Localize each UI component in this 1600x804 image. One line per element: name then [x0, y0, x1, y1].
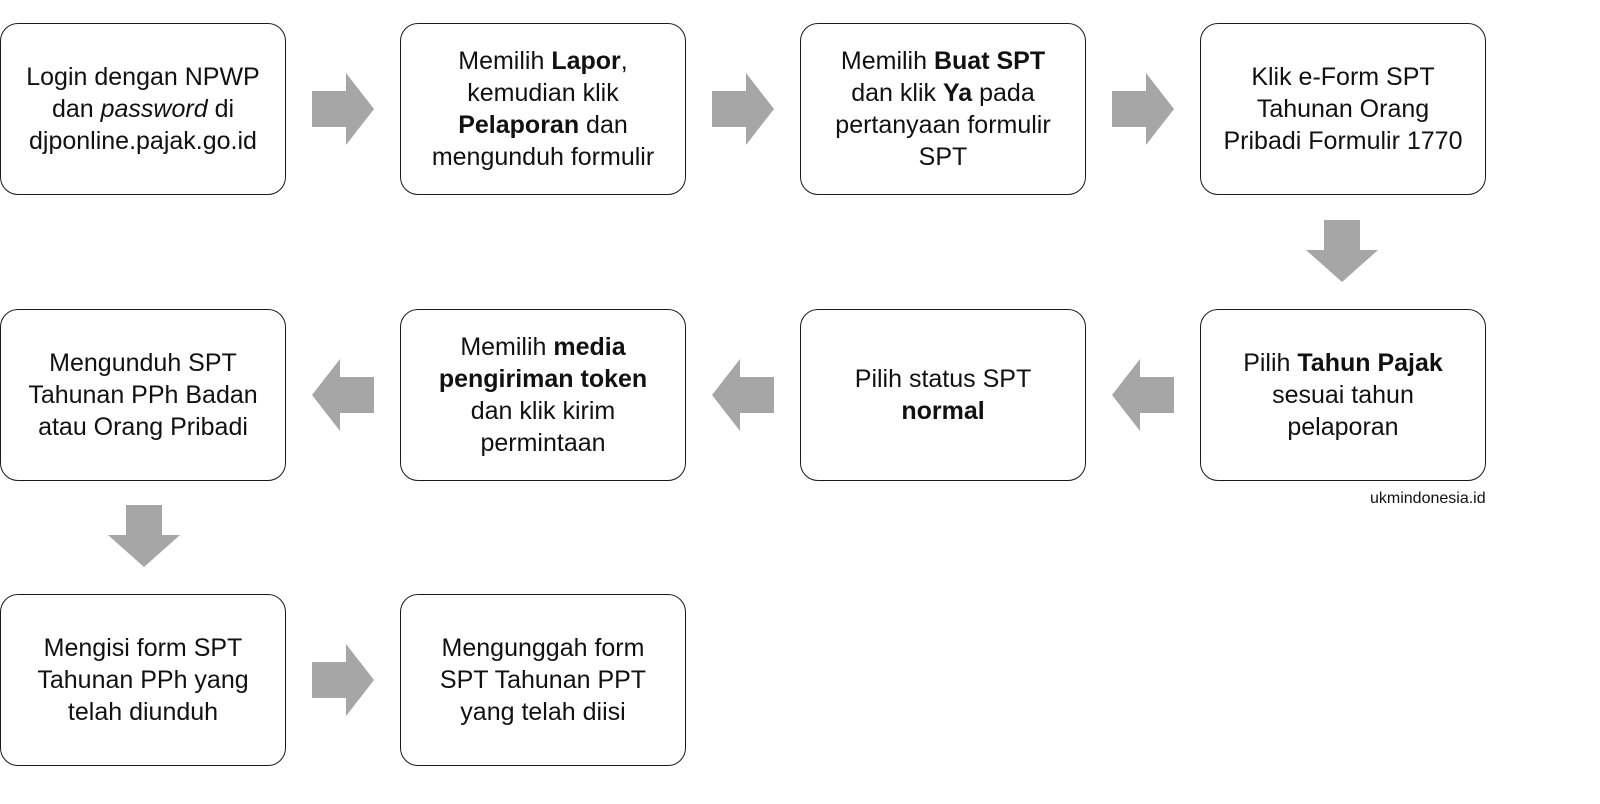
watermark: ukmindonesia.id: [1370, 490, 1486, 507]
step-box-9: [0, 594, 286, 766]
step-box-8: [0, 309, 286, 481]
step-box-3: [800, 23, 1086, 195]
step-text: Pilih status SPT normal: [854, 365, 1032, 425]
step-text: Memilih Lapor, kemudian klik Pelaporan dan mengunduh formulir: [431, 47, 655, 171]
arrow-right-icon: [1112, 73, 1174, 145]
step-text: Mengunduh SPT Tahunan PPh Badan atau Orang Pribadi: [28, 349, 258, 441]
step-text: Klik e-Form SPT Tahunan Orang Pribadi Formulir 1770: [1223, 63, 1463, 155]
step-box-10: [400, 594, 686, 766]
step-box-6: [800, 309, 1086, 481]
step-text: Memilih Buat SPT dan klik Ya pada pertanyaan formulir SPT: [835, 47, 1051, 171]
arrow-down-icon: [1306, 220, 1378, 282]
step-text: Mengisi form SPT Tahunan PPh yang telah diunduh: [37, 634, 249, 726]
step-text: Mengunggah form SPT Tahunan PPT yang telah diisi: [439, 634, 647, 726]
arrow-left-icon: [1112, 359, 1174, 431]
step-box-2: [400, 23, 686, 195]
arrow-right-icon: [312, 73, 374, 145]
step-text: Login dengan NPWP dan password di djponline.pajak.go.id: [26, 63, 260, 155]
arrow-right-icon: [712, 73, 774, 145]
step-box-4: [1200, 23, 1486, 195]
step-box-5: [1200, 309, 1486, 481]
arrow-right-icon: [312, 644, 374, 716]
arrow-left-icon: [312, 359, 374, 431]
step-box-7: [400, 309, 686, 481]
step-text: Pilih Tahun Pajak sesuai tahun pelaporan: [1243, 349, 1443, 441]
arrow-left-icon: [712, 359, 774, 431]
step-box-1: [0, 23, 286, 195]
step-text: Memilih media pengiriman token dan klik kirim permintaan: [438, 333, 648, 457]
arrow-down-icon: [108, 505, 180, 567]
